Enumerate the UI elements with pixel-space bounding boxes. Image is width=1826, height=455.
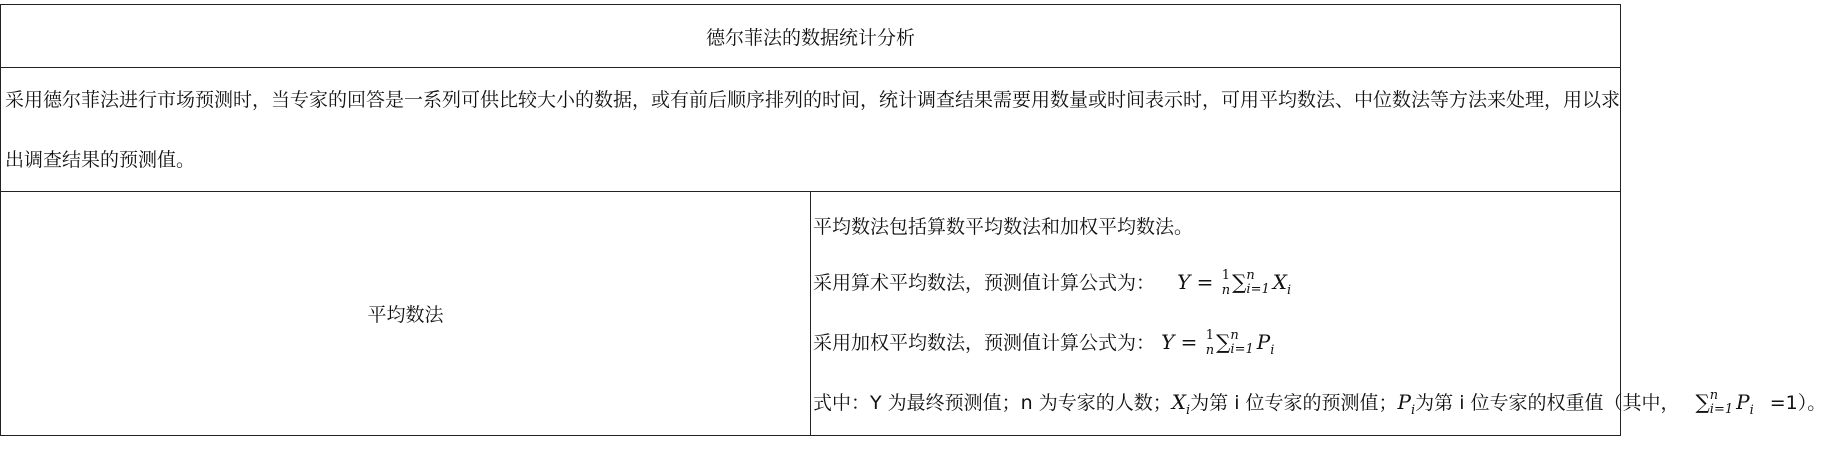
- weighted-label: 采用加权平均数法，预测值计算公式为：: [813, 331, 1156, 354]
- title-row: [1, 5, 1621, 68]
- weighted-mean-formula: Y = 1 n ∑ n i=1 $P_i$: [1161, 328, 1275, 358]
- arithmetic-mean-formula: Y = 1 n ∑ n i=1 $X_i$: [1177, 268, 1292, 298]
- content-line-2: [813, 252, 1620, 312]
- legend-p-desc: 为第 i 位专家的权重值（其中，: [1415, 391, 1680, 414]
- intro-row: [1, 68, 1621, 192]
- legend-suffix: =1）。: [1769, 391, 1826, 414]
- intro-text: 采用德尔菲法进行市场预测时，当专家的回答是一系列可供比较大小的数据，或有前后顺序排列的时间，统计调查结果需要用数量或时间表示时，可用平均数法、中位数法等方法来处理，用以求出调查结果的预测值。: [1, 68, 1621, 192]
- arithmetic-label: 采用算术平均数法，预测值计算公式为：: [813, 271, 1156, 294]
- content-line-3: [813, 312, 1620, 372]
- content-line-1: 平均数法包括算数平均数法和加权平均数法。: [813, 215, 1194, 238]
- row-label: 平均数法: [1, 192, 811, 436]
- table-title: 德尔菲法的数据统计分析: [1, 5, 1621, 68]
- legend-x-desc: 为第 i 位专家的预测值；: [1190, 391, 1398, 414]
- symbol-x: $X_i$: [1171, 389, 1191, 418]
- legend-prefix: 式中：Y 为最终预测值；n 为专家的人数；: [813, 391, 1172, 414]
- content-line-4: [813, 372, 1826, 432]
- delphi-statistics-table: [0, 4, 1826, 436]
- weight-sum-formula: ∑ n i=1 $P_i$: [1695, 388, 1754, 418]
- symbol-p: $P_i$: [1397, 389, 1416, 418]
- average-method-row: [1, 192, 1621, 436]
- row-content: [811, 192, 1826, 436]
